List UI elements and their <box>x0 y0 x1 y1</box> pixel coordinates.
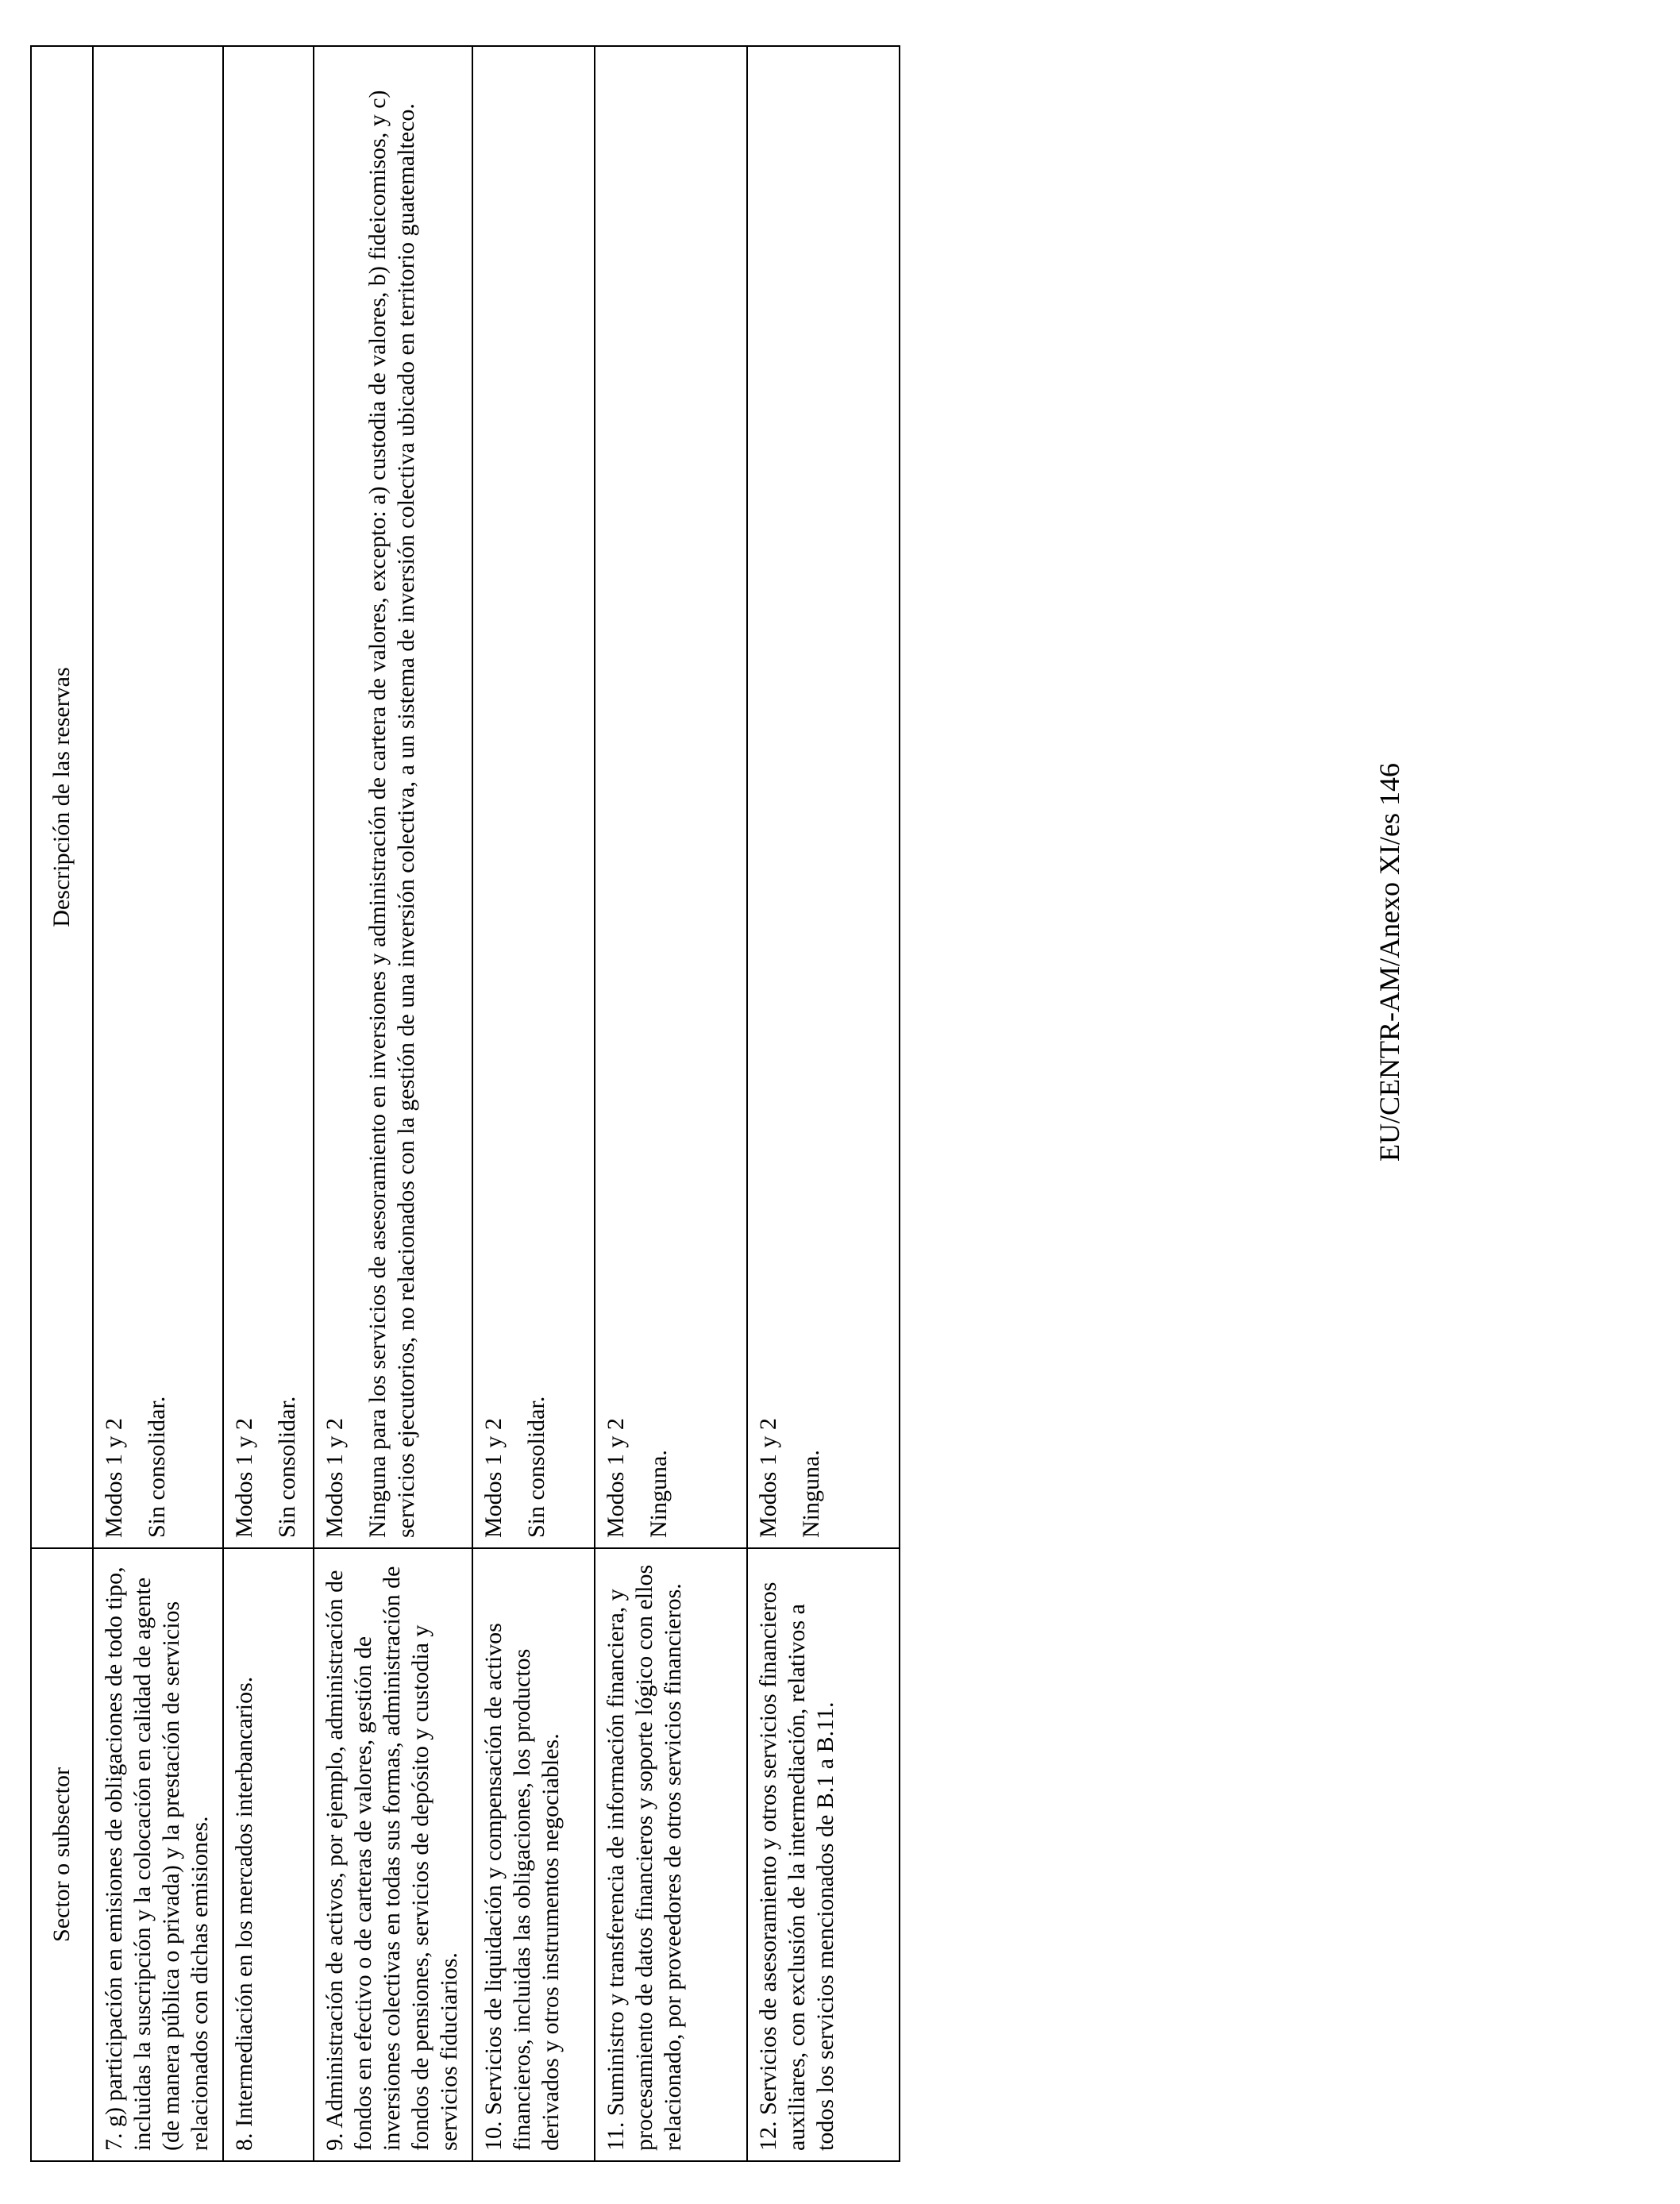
description-cell <box>223 46 314 1548</box>
modes-label: Modos 1 y 2 <box>480 1418 507 1538</box>
table-row <box>223 46 314 2161</box>
modes-label: Modos 1 y 2 <box>322 1418 348 1538</box>
table-header-row <box>31 46 93 2161</box>
sector-cell: 10. Servicios de liquidación y compensación de activos financieros, incluidas las obligaciones, los productos derivados y otros instrumentos negociables. <box>472 1548 595 2161</box>
description-cell <box>747 46 900 1548</box>
table-row <box>472 46 595 2161</box>
table-row <box>747 46 900 2161</box>
description-cell <box>314 46 472 1548</box>
description-cell <box>472 46 595 1548</box>
reservations-table <box>30 45 900 2162</box>
reservation-text: Sin consolidar. <box>523 1396 549 1538</box>
table-row <box>314 46 472 2161</box>
document-reference-footer: EU/CENTR-AM/Anexo XI/es 146 <box>1374 763 1405 1162</box>
sector-cell: 9. Administración de activos, por ejemplo, administración de fondos en efectivo o de carteras de valores, gestión de inversiones colectivas en todas sus formas, administración de fondos de pensiones, servicios de depósito y custodia y servicios fiduciarios. <box>314 1548 472 2161</box>
reservation-text: Ninguna para los servicios de asesoramiento en inversiones y administración de cartera de valores, excepto: a) custodia de valores, b) fideicomisos, y c) servicios ejecutorios, no relacionados con la gestión de una inversión colectiva, a un sistema de inversión colectiva ubicado en territorio guatemalteco. <box>364 90 419 1538</box>
description-cell <box>93 46 223 1548</box>
sector-column-header: Sector o subsector <box>31 1548 93 2161</box>
sector-cell: 7. g) participación en emisiones de obligaciones de todo tipo, incluidas la suscripción y la colocación en calidad de agente (de manera pública o privada) y la prestación de servicios relacionados con dichas emisiones. <box>93 1548 223 2161</box>
description-cell <box>595 46 747 1548</box>
table-row <box>93 46 223 2161</box>
reservation-text: Ninguna. <box>645 1450 672 1538</box>
modes-label: Modos 1 y 2 <box>101 1418 127 1538</box>
reservation-text: Sin consolidar. <box>274 1396 300 1538</box>
modes-label: Modos 1 y 2 <box>603 1418 629 1538</box>
sector-cell: 8. Intermediación en los mercados interbancarios. <box>223 1548 314 2161</box>
sector-cell: 11. Suministro y transferencia de información financiera, y procesamiento de datos financieros y soporte lógico con ellos relacionado, por proveedores de otros servicios financieros. <box>595 1548 747 2161</box>
reservation-text: Sin consolidar. <box>144 1396 170 1538</box>
reservation-text: Ninguna. <box>798 1450 824 1538</box>
table-row <box>595 46 747 2161</box>
description-column-header: Descripción de las reservas <box>31 46 93 1548</box>
modes-label: Modos 1 y 2 <box>231 1418 257 1538</box>
modes-label: Modos 1 y 2 <box>755 1418 781 1538</box>
rotated-page-content <box>30 47 918 2162</box>
sector-cell: 12. Servicios de asesoramiento y otros servicios financieros auxiliares, con exclusión de la intermediación, relativos a todos los servicios mencionados de B.1 a B.11. <box>747 1548 900 2161</box>
